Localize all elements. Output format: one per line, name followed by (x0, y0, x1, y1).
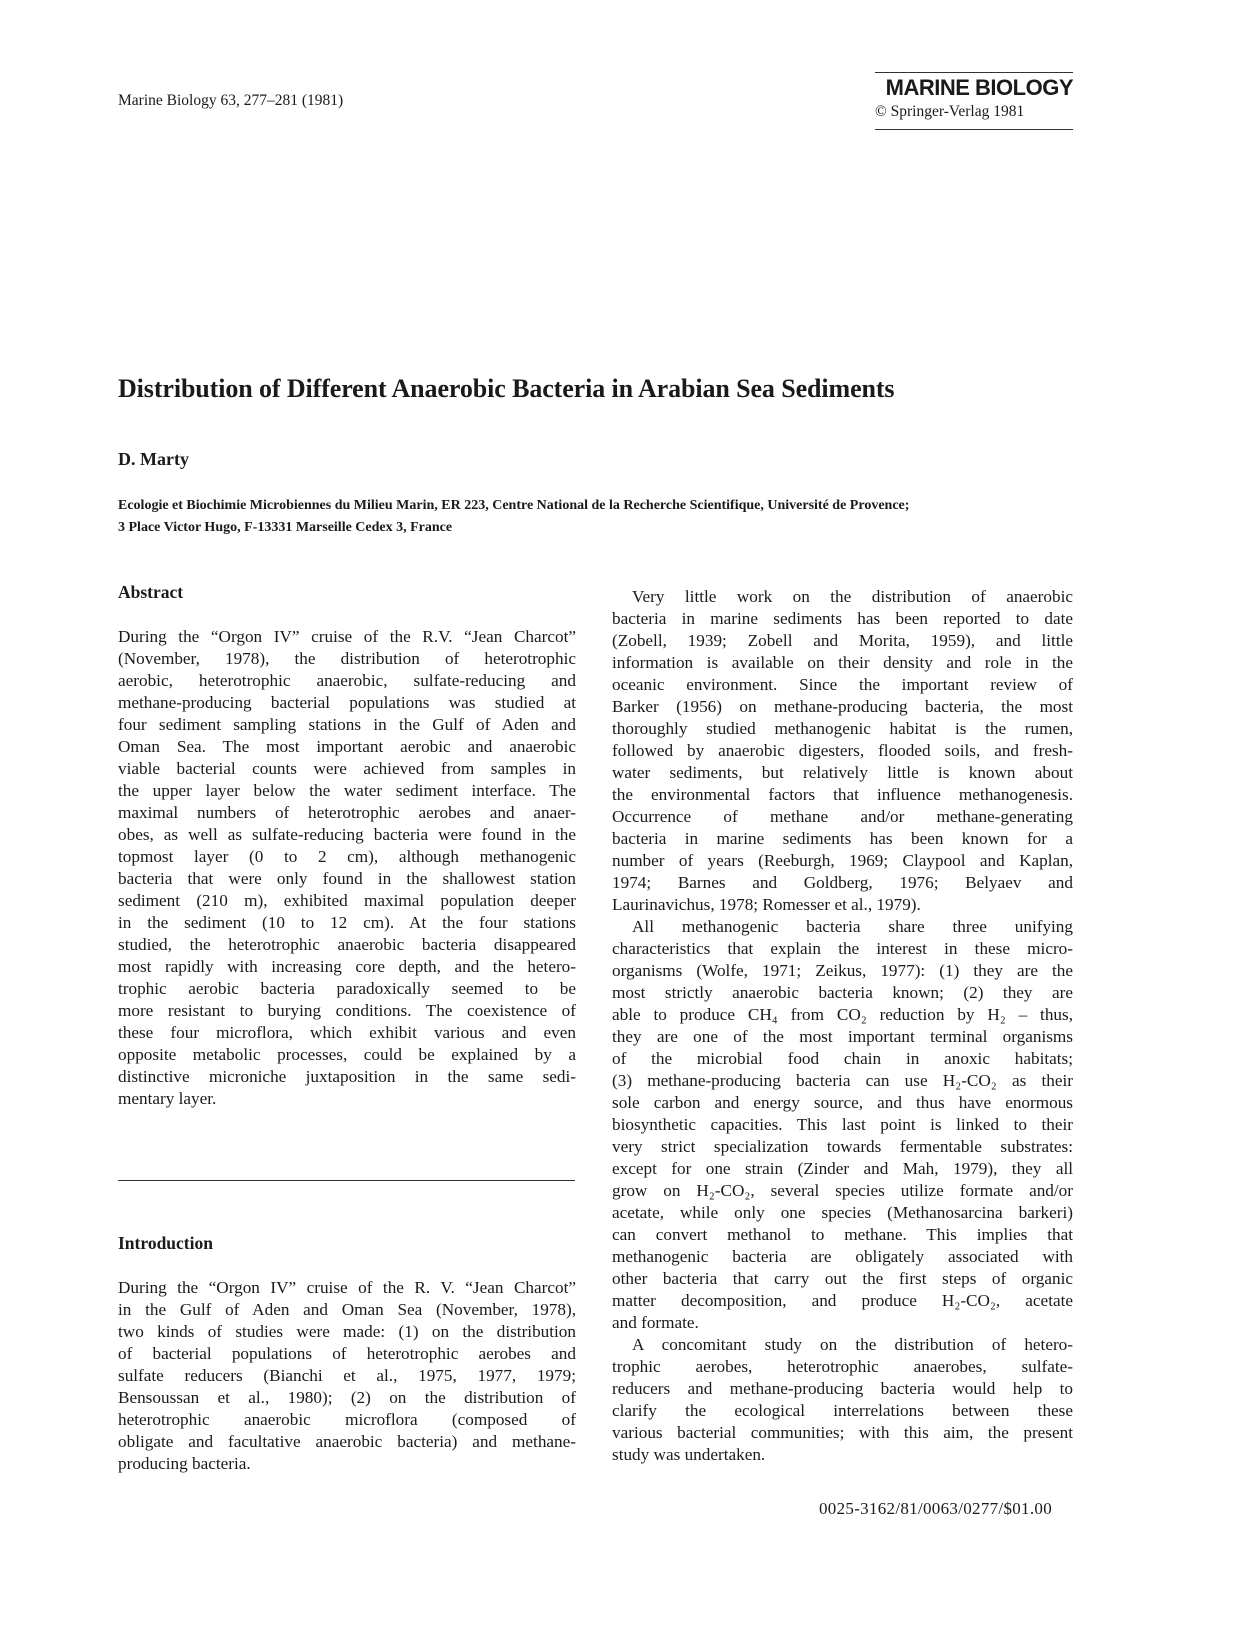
right-column-text (612, 586, 1073, 1466)
text-line: Oman Sea. The most important aerobic and anaerobic (118, 737, 576, 756)
text-line: these four microflora, which exhibit various and even (118, 1023, 576, 1042)
text-line: trophic aerobes, heterotrophic anaerobes, sulfate- (612, 1357, 1073, 1376)
text-line: various bacterial communities; with this aim, the present (612, 1423, 1073, 1442)
text-line: mentary layer. (118, 1089, 217, 1108)
text-line: distinctive microniche juxtaposition in the same sedi- (118, 1067, 576, 1086)
text-line: aerobic, heterotrophic anaerobic, sulfate-reducing and (118, 671, 576, 690)
abstract-heading: Abstract (118, 582, 184, 602)
text-line: except for one strain (Zinder and Mah, 1979), they all (612, 1159, 1073, 1178)
text-line: of bacterial populations of heterotrophic aerobes and (118, 1344, 576, 1363)
journal-name: MARINE BIOLOGY (885, 75, 1073, 100)
author-affiliation (118, 495, 1078, 539)
text-line: reducers and methane-producing bacteria would help to (612, 1379, 1073, 1398)
text-line: very strict specialization towards fermentable substrates: (612, 1137, 1073, 1156)
text-line: in the sediment (10 to 12 cm). At the four stations (118, 913, 576, 932)
text-line: number of years (Reeburgh, 1969; Claypool and Kaplan, (612, 851, 1073, 870)
text-line: four sediment sampling stations in the Gulf of Aden and (118, 715, 576, 734)
text-line: methane-producing bacterial populations was studied at (118, 693, 576, 712)
text-line: (Zobell, 1939; Zobell and Morita, 1959), and little (612, 631, 1073, 650)
text-line: opposite metabolic processes, could be explained by a (118, 1045, 576, 1064)
text-line: 1974; Barnes and Goldberg, 1976; Belyaev and (612, 873, 1073, 892)
text-line: Very little work on the distribution of anaerobic (632, 587, 1073, 606)
text-line: A concomitant study on the distribution of hetero- (632, 1335, 1073, 1354)
text-line: Barker (1956) on methane-producing bacteria, the most (612, 697, 1073, 716)
journal-citation: Marine Biology 63, 277–281 (1981) (118, 92, 344, 109)
paper-title: Distribution of Different Anaerobic Bacteria in Arabian Sea Sediments (118, 374, 895, 403)
text-line: and formate. (612, 1313, 699, 1332)
text-line: sole carbon and energy source, and thus have enormous (612, 1093, 1073, 1112)
text-line: acetate, while only one species (Methanosarcina barkeri) (612, 1203, 1073, 1222)
text-line: they are one of the most important terminal organisms (612, 1027, 1073, 1046)
text-line: Bensoussan et al., 1980); (2) on the distribution of (118, 1388, 576, 1407)
paragraph (612, 1334, 1073, 1466)
text-line: viable bacterial counts were achieved from samples in (118, 759, 576, 778)
section-divider (118, 1180, 575, 1181)
text-line: Occurrence of methane and/or methane-generating (612, 807, 1073, 826)
text-line: two kinds of studies were made: (1) on the distribution (118, 1322, 576, 1341)
copyright-notice: © Springer-Verlag 1981 (875, 103, 1025, 120)
text-line: water sediments, but relatively little is known about (612, 763, 1073, 782)
text-line: biosynthetic capacities. This last point is linked to their (612, 1115, 1073, 1134)
introduction-text (118, 1277, 576, 1475)
paragraph (118, 626, 576, 1110)
text-line: bacteria in marine sediments has been known for a (612, 829, 1073, 848)
text-line: thoroughly studied methanogenic habitat is the rumen, (612, 719, 1073, 738)
text-line: heterotrophic anaerobic microflora (composed of (118, 1410, 576, 1429)
text-line: grow on H₂-CO₂, several species utilize formate and/or (612, 1181, 1073, 1200)
text-line: obligate and facultative anaerobic bacteria) and methane- (118, 1432, 576, 1451)
text-line: of the microbial food chain in anoxic habitats; (612, 1049, 1073, 1068)
text-line: able to produce CH₄ from CO₂ reduction by H₂ – thus, (612, 1005, 1073, 1024)
journal-masthead (875, 72, 1073, 130)
text-line: most strictly anaerobic bacteria known; (2) they are (612, 983, 1073, 1002)
text-line: in the Gulf of Aden and Oman Sea (November, 1978), (118, 1300, 576, 1319)
text-line: (November, 1978), the distribution of heterotrophic (118, 649, 576, 668)
affiliation-line: 3 Place Victor Hugo, F-13331 Marseille Cedex 3, France (118, 520, 453, 535)
text-line: can convert methanol to methane. This implies that (612, 1225, 1073, 1244)
text-line: more resistant to burying conditions. The coexistence of (118, 1001, 576, 1020)
text-line: most rapidly with increasing core depth, and the hetero- (118, 957, 576, 976)
text-line: the environmental factors that influence methanogenesis. (612, 785, 1073, 804)
text-line: information is available on their density and role in the (612, 653, 1073, 672)
article-code: 0025-3162/81/0063/0277/$01.00 (819, 1499, 1053, 1518)
text-line: (3) methane-producing bacteria can use H₂-CO₂ as their (612, 1071, 1073, 1090)
text-line: methanogenic bacteria are obligately associated with (612, 1247, 1073, 1266)
text-line: All methanogenic bacteria share three unifying (632, 917, 1073, 936)
text-line: During the “Orgon IV” cruise of the R. V. “Jean Charcot” (118, 1278, 576, 1297)
text-line: characteristics that explain the interest in these micro- (612, 939, 1073, 958)
text-line: matter decomposition, and produce H₂-CO₂, acetate (612, 1291, 1073, 1310)
text-line: Laurinavichus, 1978; Romesser et al., 1979). (612, 895, 921, 914)
introduction-heading: Introduction (118, 1233, 213, 1253)
paragraph (118, 1277, 576, 1475)
text-line: the upper layer below the water sediment interface. The (118, 781, 576, 800)
text-line: trophic aerobic bacteria paradoxically seemed to be (118, 979, 576, 998)
text-line: clarify the ecological interrelations between these (612, 1401, 1073, 1420)
text-line: oceanic environment. Since the important review of (612, 675, 1073, 694)
text-line: study was undertaken. (612, 1445, 766, 1464)
text-line: bacteria in marine sediments has been reported to date (612, 609, 1073, 628)
affiliation-line: Ecologie et Biochimie Microbiennes du Milieu Marin, ER 223, Centre National de la Recherche Scientifique, Université de Provence; (118, 498, 910, 513)
text-line: obes, as well as sulfate-reducing bacteria were found in the (118, 825, 576, 844)
paragraph (612, 586, 1073, 916)
paragraph (612, 916, 1073, 1334)
text-line: sulfate reducers (Bianchi et al., 1975, 1977, 1979; (118, 1366, 576, 1385)
text-line: maximal numbers of heterotrophic aerobes and anaer- (118, 803, 576, 822)
text-line: sediment (210 m), exhibited maximal population deeper (118, 891, 576, 910)
text-line: studied, the heterotrophic anaerobic bacteria disappeared (118, 935, 576, 954)
text-line: During the “Orgon IV” cruise of the R.V. “Jean Charcot” (118, 627, 576, 646)
abstract-text (118, 626, 576, 1110)
text-line: followed by anaerobic digesters, flooded soils, and fresh- (612, 741, 1073, 760)
text-line: topmost layer (0 to 2 cm), although methanogenic (118, 847, 576, 866)
text-line: organisms (Wolfe, 1971; Zeikus, 1977): (1) they are the (612, 961, 1073, 980)
author-name: D. Marty (118, 449, 189, 469)
text-line: other bacteria that carry out the first steps of organic (612, 1269, 1073, 1288)
text-line: producing bacteria. (118, 1454, 251, 1473)
text-line: bacteria that were only found in the shallowest station (118, 869, 576, 888)
